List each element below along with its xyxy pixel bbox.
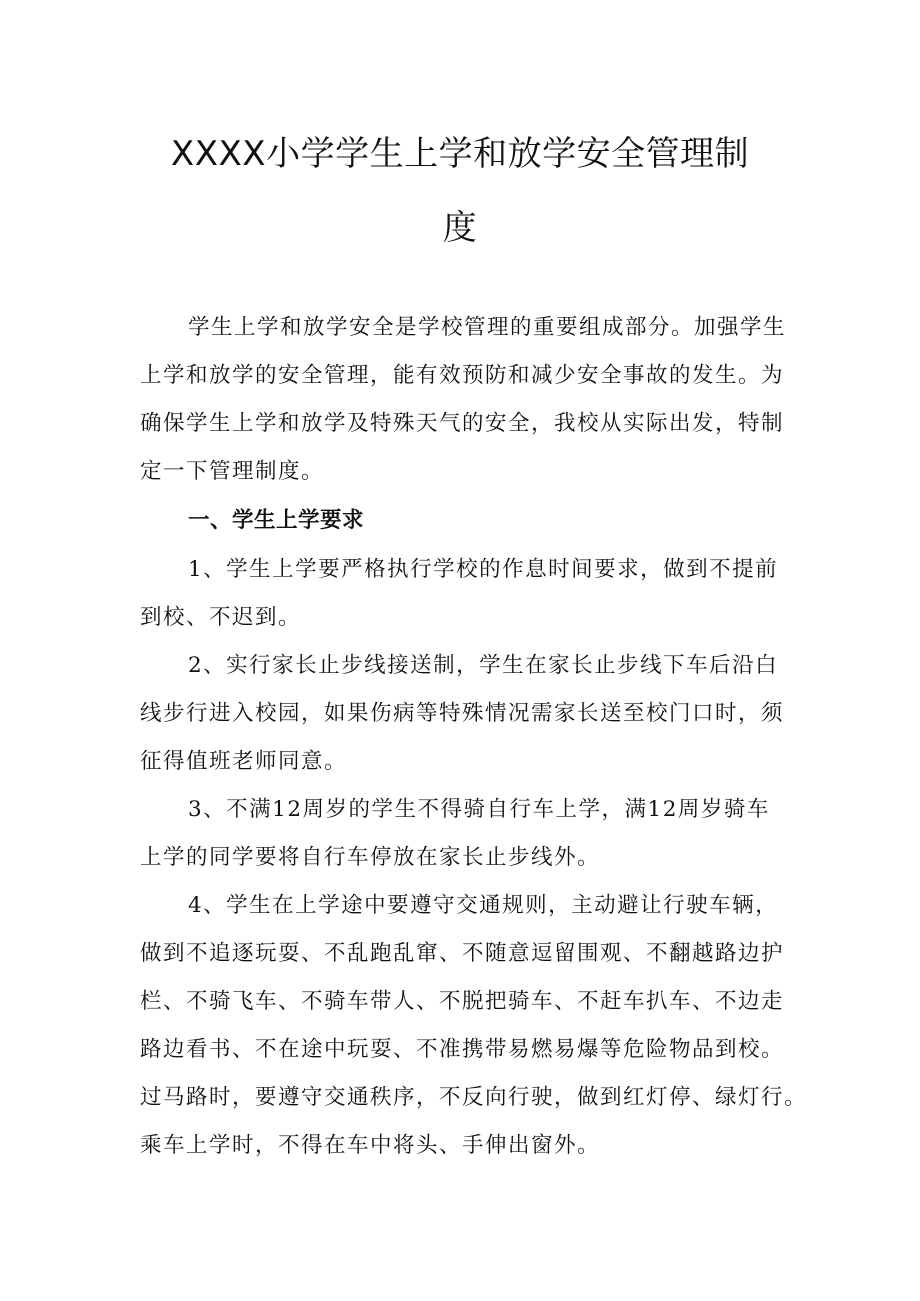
item-4-line-4: 路边看书、不在途中玩耍、不准携带易燃易爆等危险物品到校。 [140, 1037, 785, 1062]
intro-line-4: 定一下管理制度。 [140, 459, 325, 484]
item-4-line-1: 4、学生在上学途中要遵守交通规则，主动避让行驶车辆， [188, 893, 779, 918]
item-2-line-1: 2、实行家长止步线接送制，学生在家长止步线下车后沿白 [188, 653, 779, 678]
document-title-line-2: 度 [442, 208, 478, 248]
intro-line-2: 上学和放学的安全管理，能有效预防和减少安全事故的发生。为 [140, 363, 785, 388]
item-4-line-3: 栏、不骑飞车、不骑车带人、不脱把骑车、不赶车扒车、不边走 [140, 989, 785, 1014]
document-title-line-1: XXXX小学学生上学和放学安全管理制 [170, 134, 750, 174]
item-4-line-5: 过马路时，要遵守交通秩序，不反向行驶，做到红灯停、绿灯行。 [140, 1085, 808, 1110]
intro-line-3: 确保学生上学和放学及特殊天气的安全，我校从实际出发，特制 [140, 411, 785, 436]
item-3-line-1: 3、不满12周岁的学生不得骑自行车上学，满12周岁骑车 [188, 797, 770, 822]
section-heading-1: 一、学生上学要求 [188, 508, 365, 533]
intro-line-1: 学生上学和放学安全是学校管理的重要组成部分。加强学生 [188, 315, 787, 340]
item-4-line-6: 乘车上学时，不得在车中将头、手伸出窗外。 [140, 1133, 601, 1158]
item-1-line-2: 到校、不迟到。 [140, 605, 302, 630]
item-4-line-2: 做到不追逐玩耍、不乱跑乱窜、不随意逗留围观、不翻越路边护 [140, 941, 785, 966]
item-1-line-1: 1、学生上学要严格执行学校的作息时间要求，做到不提前 [188, 557, 779, 582]
item-2-line-2: 线步行进入校园，如果伤病等特殊情况需家长送至校门口时，须 [140, 701, 785, 726]
item-2-line-3: 征得值班老师同意。 [140, 749, 348, 774]
item-3-line-2: 上学的同学要将自行车停放在家长止步线外。 [140, 845, 601, 870]
